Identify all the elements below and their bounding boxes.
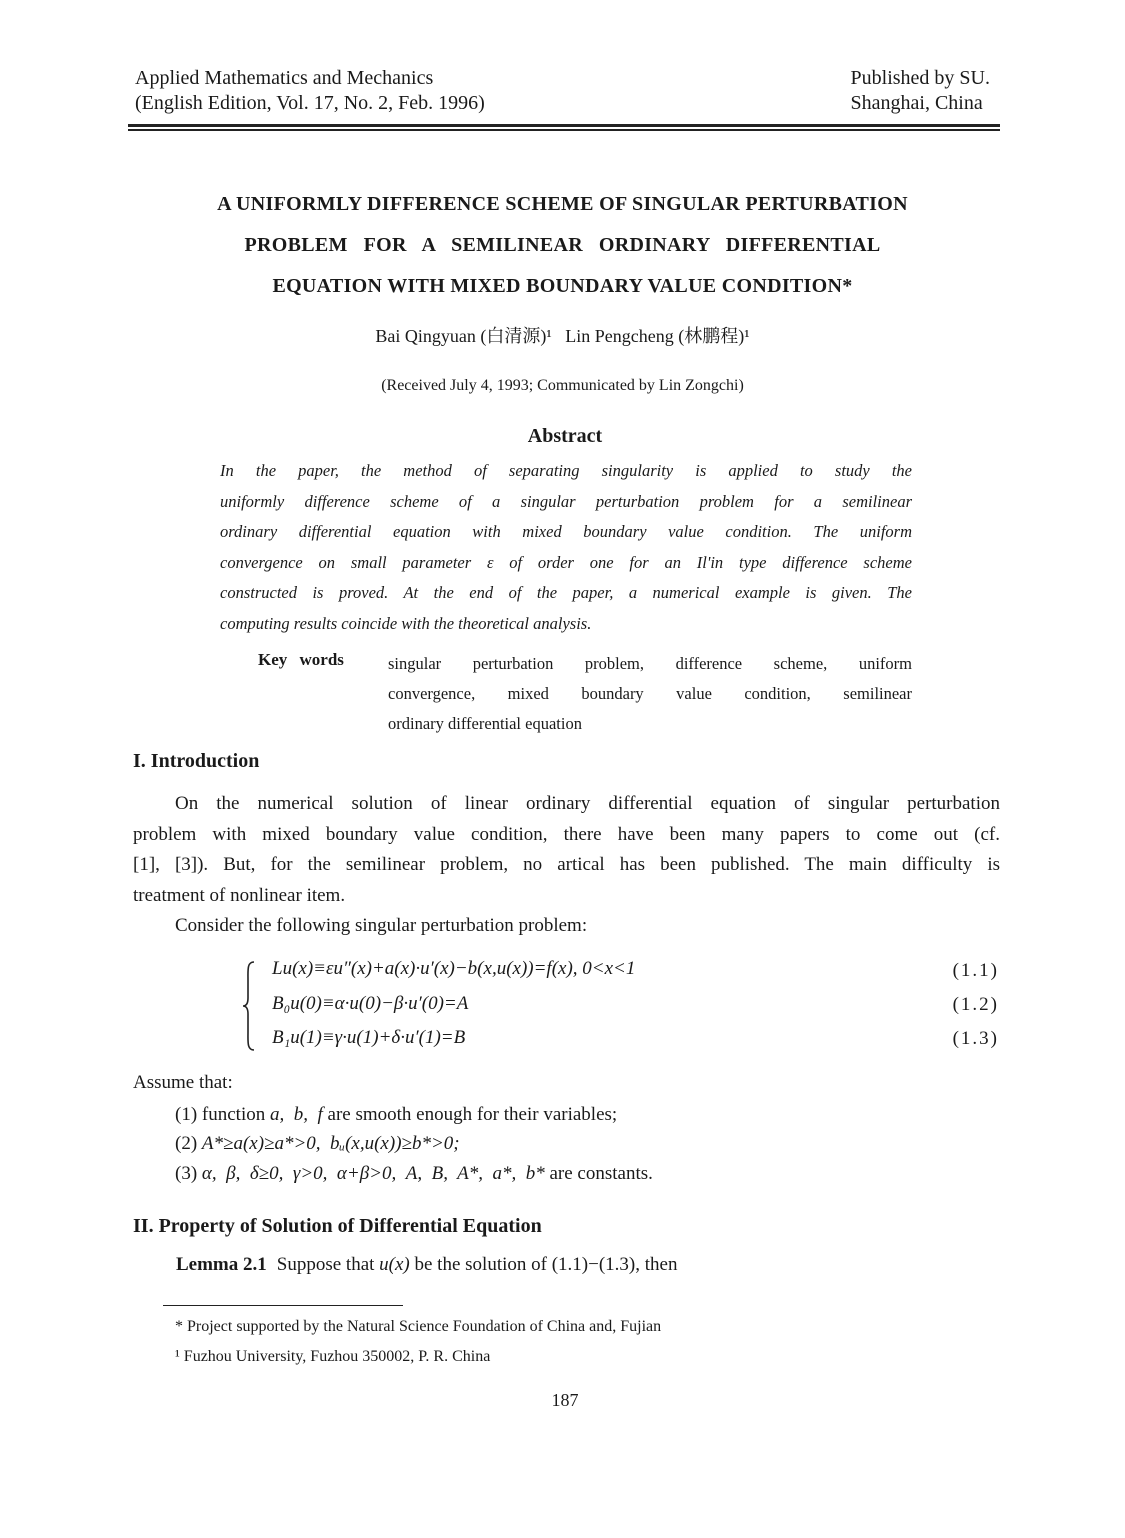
- paragraph-line: Consider the following singular perturbation problem:: [175, 915, 588, 936]
- abstract-body: [220, 456, 912, 639]
- paragraph-line: problem with mixed boundary value condition, there have been many papers to come out (cf.: [133, 823, 1000, 845]
- title-line: PROBLEM FOR A SEMILINEAR ORDINARY DIFFERENTIAL: [244, 234, 881, 256]
- paper-title: [150, 184, 975, 307]
- keywords-label: Key words: [258, 650, 344, 669]
- assumption-math: A*≥a(x)≥a*>0, bᵤ(x,u(x))≥b*>0;: [201, 1133, 460, 1154]
- keywords-line: convergence, mixed boundary value condition, semilinear: [388, 684, 912, 703]
- title-line: A UNIFORMLY DIFFERENCE SCHEME OF SINGULAR PERTURBATION: [217, 193, 908, 215]
- abstract-line: In the paper, the method of separating singularity is applied to study the: [220, 461, 912, 480]
- assumption-3: [175, 1163, 653, 1185]
- paragraph-line: On the numerical solution of linear ordinary differential equation of singular perturbation: [175, 793, 1000, 814]
- assumption-math: a, b, f: [269, 1104, 323, 1125]
- journal-header: [135, 66, 485, 116]
- lemma-suffix: be the solution of (1.1)−(1.3), then: [409, 1254, 678, 1275]
- journal-name: Applied Mathematics and Mechanics: [135, 67, 434, 89]
- assumption-prefix: (2): [175, 1133, 202, 1154]
- assumption-prefix: (3): [175, 1163, 202, 1184]
- section-heading-property: II. Property of Solution of Differential Equation: [133, 1215, 542, 1237]
- equation-1-3: B₁u(1)≡γ·u(1)+δ·u′(1)=B: [272, 1027, 466, 1048]
- abstract-line: ordinary differential equation with mixed boundary value condition. The uniform: [220, 522, 912, 541]
- abstract-line: convergence on small parameter ε of order one for an Il'in type difference scheme: [220, 552, 912, 572]
- assumption-suffix: are constants.: [544, 1163, 653, 1184]
- publisher-header: [851, 66, 990, 116]
- assumption-math: α, β, δ≥0, γ>0, α+β>0, A, B, A*, a*, b*: [201, 1163, 545, 1184]
- keywords-line: ordinary differential equation: [388, 714, 582, 733]
- publisher-location: Shanghai, China: [850, 92, 983, 114]
- assumption-prefix: (1) function: [175, 1104, 270, 1125]
- intro-paragraph: [133, 789, 1000, 911]
- header-rule-thick: [128, 124, 1000, 127]
- assumption-1: [175, 1104, 617, 1126]
- intro-paragraph-2: [133, 911, 1000, 942]
- title-line: EQUATION WITH MIXED BOUNDARY VALUE CONDITION*: [272, 275, 853, 297]
- assumption-2: [175, 1133, 460, 1155]
- equation-number: (1.2): [952, 994, 999, 1015]
- equation-brace: [242, 960, 256, 1052]
- paragraph-line: treatment of nonlinear item.: [133, 884, 346, 906]
- footnote-rule: [163, 1305, 403, 1306]
- received-note: (Received July 4, 1993; Communicated by Lin Zongchi): [381, 377, 744, 394]
- lemma-label: Lemma 2.1: [176, 1254, 267, 1275]
- equation-number: (1.1): [952, 960, 999, 981]
- lemma-math: u(x): [379, 1254, 410, 1275]
- header-rule-thin: [128, 129, 1000, 131]
- keywords-line: singular perturbation problem, difference scheme, uniform: [388, 654, 912, 673]
- assume-label: Assume that:: [133, 1072, 233, 1093]
- assumption-suffix: are smooth enough for their variables;: [322, 1104, 618, 1125]
- footnote-funding: * Project supported by the Natural Science Foundation of China and, Fujian: [175, 1318, 662, 1335]
- paragraph-line: [1], [3]). But, for the semilinear problem, no artical has been published. The main difficulty is: [133, 854, 1000, 875]
- publisher-name: Published by SU.: [850, 67, 990, 89]
- authors: Bai Qingyuan (白清源)¹ Lin Pengcheng (林鹏程)¹: [375, 326, 750, 346]
- section-heading-introduction: I. Introduction: [133, 750, 260, 772]
- abstract-heading: Abstract: [527, 425, 603, 447]
- footnote-affiliation: ¹ Fuzhou University, Fuzhou 350002, P. R. China: [175, 1348, 491, 1365]
- equation-1-2: B₀u(0)≡α·u(0)−β·u′(0)=A: [272, 993, 469, 1014]
- journal-edition: (English Edition, Vol. 17, No. 2, Feb. 1996): [135, 92, 485, 114]
- page-number: 187: [551, 1390, 579, 1410]
- lemma-2-1: [176, 1254, 677, 1276]
- equation-number: (1.3): [952, 1028, 999, 1049]
- abstract-line: uniformly difference scheme of a singular perturbation problem for a semilinear: [220, 491, 912, 511]
- abstract-line: computing results coincide with the theoretical analysis.: [220, 613, 592, 633]
- abstract-line: constructed is proved. At the end of the paper, a numerical example is given. The: [220, 583, 912, 602]
- keywords-list: [388, 649, 912, 739]
- equation-1-1: Lu(x)≡εu″(x)+a(x)·u′(x)−b(x,u(x))=f(x), 0<x<1: [272, 958, 636, 979]
- lemma-prefix: Suppose that: [276, 1254, 380, 1275]
